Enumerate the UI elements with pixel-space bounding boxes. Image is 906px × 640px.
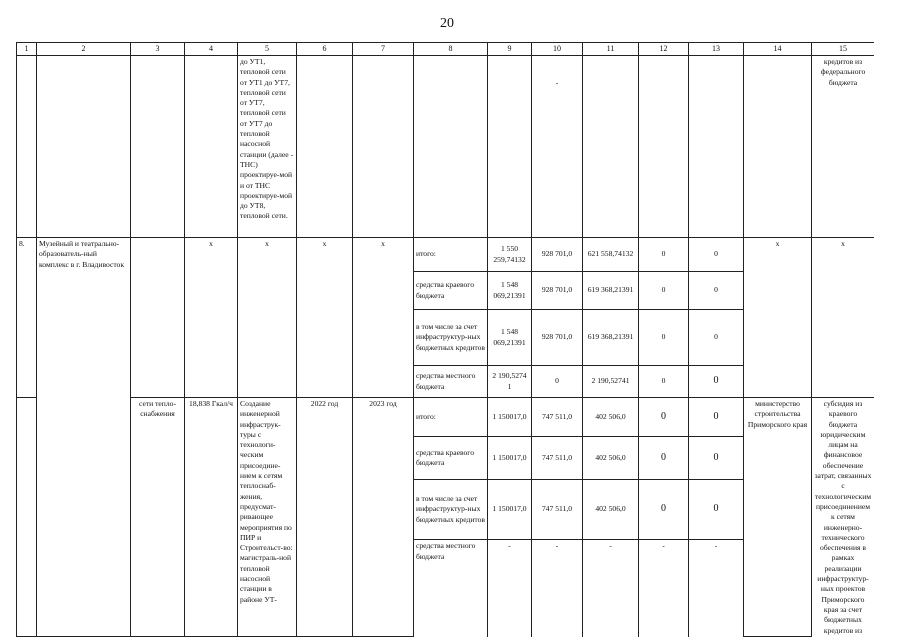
column-number-row bbox=[17, 43, 875, 56]
item-name: Музейный и театрально-образователь-ный комплекс в г. Владивосток bbox=[37, 238, 131, 637]
cell-value: 0 bbox=[689, 436, 744, 479]
cell-value: 0 bbox=[639, 366, 689, 398]
cell-value: 0 bbox=[689, 479, 744, 539]
cell-value: - bbox=[689, 540, 744, 637]
cell-note: субсидия из краевого бюджета юридическим лицам на финансовое обеспечение затрат, связанных с технологическим присоединением к сетям инженерно-технического обеспечения в рамках реализации инфраструктур-ных проектов Приморского края за счет бюджетных кредитов из bbox=[812, 398, 875, 637]
col-header: 6 bbox=[297, 43, 353, 56]
page-number: 20 bbox=[440, 16, 454, 31]
end-year: 2023 год bbox=[353, 398, 414, 637]
col-header: 8 bbox=[414, 43, 488, 56]
cell-value: 0 bbox=[639, 436, 689, 479]
funding-label: средства краевого бюджета bbox=[414, 272, 488, 310]
cell-value: 402 506,0 bbox=[583, 479, 639, 539]
funding-label: итого: bbox=[414, 238, 488, 272]
cell-value: 2 190,52741 bbox=[583, 366, 639, 398]
program-table bbox=[16, 42, 874, 637]
funding-label: в том числе за счет инфраструктур-ных бюджетных кредитов bbox=[414, 310, 488, 366]
cell-value: 619 368,21391 bbox=[583, 272, 639, 310]
cell-value: 619 368,21391 bbox=[583, 310, 639, 366]
cell-value: 747 511,0 bbox=[532, 398, 583, 437]
cell-value: 1 150017,0 bbox=[488, 436, 532, 479]
cell-value: 402 506,0 bbox=[583, 398, 639, 437]
cell-value: 1 150017,0 bbox=[488, 398, 532, 437]
cell-value: 1 548 069,21391 bbox=[488, 272, 532, 310]
cell-value: 0 bbox=[639, 272, 689, 310]
cell-value: 2 190,5274 1 bbox=[488, 366, 532, 398]
table-row bbox=[17, 398, 875, 437]
col-header: 12 bbox=[639, 43, 689, 56]
cell-value: 1 150017,0 bbox=[488, 479, 532, 539]
funding-label: средства краевого бюджета bbox=[414, 436, 488, 479]
cell-value: 0 bbox=[532, 366, 583, 398]
col-header: 7 bbox=[353, 43, 414, 56]
funding-label: итого: bbox=[414, 398, 488, 437]
col-header: 11 bbox=[583, 43, 639, 56]
program-table-container bbox=[16, 42, 874, 640]
cell-note: кредитов из федерального бюджета bbox=[812, 56, 875, 238]
col-header: 14 bbox=[744, 43, 812, 56]
table-row bbox=[17, 56, 875, 238]
col-header: 9 bbox=[488, 43, 532, 56]
col-header: 4 bbox=[185, 43, 238, 56]
funding-label: средства местного бюджета bbox=[414, 366, 488, 398]
cell-description: Создание инженерной инфраструк-туры с технологи-ческим присоедине-нием к сетям теплоснаб-жения, предусмат-ривающее мероприятия по ПИР и Строительст-во: магистраль-ной тепловой насосной станции в районе УТ- bbox=[238, 398, 297, 637]
item-number: 8. bbox=[17, 238, 37, 398]
cell-value: - bbox=[488, 540, 532, 637]
cell-value: 0 bbox=[689, 366, 744, 398]
cell-value: 928 701,0 bbox=[532, 238, 583, 272]
cell-value: х bbox=[297, 238, 353, 398]
cell-value: - bbox=[583, 540, 639, 637]
col-header: 15 bbox=[812, 43, 875, 56]
col-header: 13 bbox=[689, 43, 744, 56]
cell-value: - bbox=[532, 56, 583, 238]
cell-value: 621 558,74132 bbox=[583, 238, 639, 272]
col-header: 1 bbox=[17, 43, 37, 56]
object-type: сети тепло-снабжения bbox=[131, 398, 185, 637]
cell-value: х bbox=[185, 238, 238, 398]
cell-value: 747 511,0 bbox=[532, 436, 583, 479]
funding-label: средства местного бюджета bbox=[414, 540, 488, 637]
start-year: 2022 год bbox=[297, 398, 353, 637]
cell-value: 402 506,0 bbox=[583, 436, 639, 479]
table-row bbox=[17, 238, 875, 272]
cell-value: х bbox=[238, 238, 297, 398]
cell-value: х bbox=[812, 238, 875, 398]
cell-value: 0 bbox=[689, 398, 744, 437]
cell-value: 0 bbox=[689, 310, 744, 366]
col-header: 3 bbox=[131, 43, 185, 56]
cell-value: 0 bbox=[639, 238, 689, 272]
cell-value: 747 511,0 bbox=[532, 479, 583, 539]
cell-value: 928 701,0 bbox=[532, 272, 583, 310]
cell-value: х bbox=[744, 238, 812, 398]
cell-value: 928 701,0 bbox=[532, 310, 583, 366]
cell-value: 1 550 259,74132 bbox=[488, 238, 532, 272]
cell-value: 0 bbox=[639, 398, 689, 437]
cell-value: - bbox=[639, 540, 689, 637]
cell-value: 0 bbox=[689, 238, 744, 272]
cell-value: - bbox=[532, 540, 583, 637]
cell-value: х bbox=[353, 238, 414, 398]
responsible-body: министерство строительства Приморского края bbox=[744, 398, 812, 637]
cell-value: 0 bbox=[639, 479, 689, 539]
cell-value: 1 548 069,21391 bbox=[488, 310, 532, 366]
cell-value: 0 bbox=[689, 272, 744, 310]
cell-description: до УТ1, тепловой сети от УТ1 до УТ7, тепловой сети от УТ7, тепловой сети от УТ7 до тепловой насосной станции (далее - ТНС) проектируе-мой и от ТНС проектируе-мой до УТ8, тепловой сети. bbox=[238, 56, 297, 238]
col-header: 10 bbox=[532, 43, 583, 56]
col-header: 5 bbox=[238, 43, 297, 56]
capacity: 18,838 Гкал/ч bbox=[185, 398, 238, 637]
col-header: 2 bbox=[37, 43, 131, 56]
cell-value: 0 bbox=[639, 310, 689, 366]
funding-label: в том числе за счет инфраструктур-ных бюджетных кредитов bbox=[414, 479, 488, 539]
